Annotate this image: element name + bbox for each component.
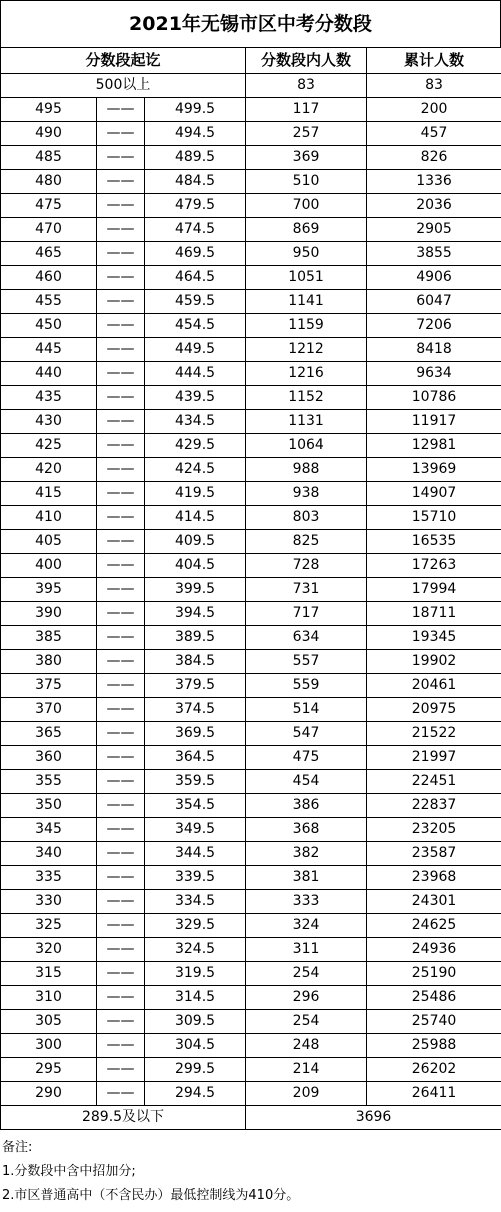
row-dash: —— <box>97 938 145 962</box>
row-from: 405 <box>1 530 97 554</box>
row-to: 304.5 <box>145 1034 246 1058</box>
table-row <box>1 626 501 650</box>
row-cumulative: 19902 <box>367 650 501 674</box>
row-dash: —— <box>97 314 145 338</box>
row-from: 370 <box>1 698 97 722</box>
row-cumulative: 2905 <box>367 218 501 242</box>
row-from: 435 <box>1 386 97 410</box>
row-to: 364.5 <box>145 746 246 770</box>
row-count: 869 <box>246 218 367 242</box>
row-to: 414.5 <box>145 506 246 530</box>
row-to: 429.5 <box>145 434 246 458</box>
row-cumulative: 20461 <box>367 674 501 698</box>
row-cumulative: 25740 <box>367 1010 501 1034</box>
row-count: 803 <box>246 506 367 530</box>
row-to: 374.5 <box>145 698 246 722</box>
table-row <box>1 866 501 890</box>
row-to: 459.5 <box>145 290 246 314</box>
row-from: 490 <box>1 122 97 146</box>
row-from: 365 <box>1 722 97 746</box>
table-row <box>1 962 501 986</box>
row-to: 444.5 <box>145 362 246 386</box>
row-to: 474.5 <box>145 218 246 242</box>
row-count: 257 <box>246 122 367 146</box>
top-row-label: 500以上 <box>1 74 246 98</box>
row-dash: —— <box>97 578 145 602</box>
row-cumulative: 14907 <box>367 482 501 506</box>
row-count: 368 <box>246 818 367 842</box>
row-count: 988 <box>246 458 367 482</box>
row-from: 450 <box>1 314 97 338</box>
row-cumulative: 25190 <box>367 962 501 986</box>
row-to: 394.5 <box>145 602 246 626</box>
row-dash: —— <box>97 722 145 746</box>
row-count: 1159 <box>246 314 367 338</box>
table-row <box>1 482 501 506</box>
row-dash: —— <box>97 122 145 146</box>
row-dash: —— <box>97 1058 145 1082</box>
row-cumulative: 24301 <box>367 890 501 914</box>
row-from: 420 <box>1 458 97 482</box>
row-count: 1216 <box>246 362 367 386</box>
row-cumulative: 16535 <box>367 530 501 554</box>
row-to: 454.5 <box>145 314 246 338</box>
row-to: 334.5 <box>145 890 246 914</box>
row-count: 700 <box>246 194 367 218</box>
row-to: 464.5 <box>145 266 246 290</box>
row-cumulative: 21997 <box>367 746 501 770</box>
row-to: 354.5 <box>145 794 246 818</box>
row-to: 449.5 <box>145 338 246 362</box>
row-from: 315 <box>1 962 97 986</box>
row-to: 404.5 <box>145 554 246 578</box>
table-row <box>1 98 501 122</box>
bottom-row <box>1 1106 501 1130</box>
row-dash: —— <box>97 746 145 770</box>
score-distribution-table <box>0 47 501 1130</box>
row-from: 495 <box>1 98 97 122</box>
row-to: 434.5 <box>145 410 246 434</box>
row-dash: —— <box>97 890 145 914</box>
row-cumulative: 26411 <box>367 1082 501 1106</box>
table-row <box>1 146 501 170</box>
row-to: 324.5 <box>145 938 246 962</box>
row-dash: —— <box>97 650 145 674</box>
row-from: 440 <box>1 362 97 386</box>
row-to: 484.5 <box>145 170 246 194</box>
row-cumulative: 17263 <box>367 554 501 578</box>
row-to: 369.5 <box>145 722 246 746</box>
row-dash: —— <box>97 218 145 242</box>
header-range: 分数段起讫 <box>1 48 246 74</box>
table-row <box>1 674 501 698</box>
notes-heading: 备注: <box>2 1140 33 1155</box>
table-row <box>1 986 501 1010</box>
row-dash: —— <box>97 362 145 386</box>
row-count: 333 <box>246 890 367 914</box>
table-row <box>1 602 501 626</box>
table-row <box>1 434 501 458</box>
row-dash: —— <box>97 914 145 938</box>
row-to: 299.5 <box>145 1058 246 1082</box>
table-row <box>1 290 501 314</box>
row-cumulative: 15710 <box>367 506 501 530</box>
row-count: 731 <box>246 578 367 602</box>
table-row <box>1 386 501 410</box>
table-body <box>1 98 501 1106</box>
row-dash: —— <box>97 170 145 194</box>
row-count: 1152 <box>246 386 367 410</box>
table-row <box>1 242 501 266</box>
row-from: 465 <box>1 242 97 266</box>
table-row <box>1 818 501 842</box>
row-dash: —— <box>97 842 145 866</box>
row-dash: —— <box>97 794 145 818</box>
row-count: 254 <box>246 1010 367 1034</box>
row-cumulative: 12981 <box>367 434 501 458</box>
row-from: 345 <box>1 818 97 842</box>
row-cumulative: 25486 <box>367 986 501 1010</box>
note-item: 2.市区普通高中（不含民办）最低控制线为410分。 <box>2 1188 300 1203</box>
row-count: 254 <box>246 962 367 986</box>
row-count: 296 <box>246 986 367 1010</box>
bottom-row-label: 289.5及以下 <box>1 1106 246 1130</box>
row-from: 390 <box>1 602 97 626</box>
row-to: 494.5 <box>145 122 246 146</box>
row-count: 950 <box>246 242 367 266</box>
row-to: 384.5 <box>145 650 246 674</box>
row-dash: —— <box>97 386 145 410</box>
table-row <box>1 890 501 914</box>
table-row <box>1 362 501 386</box>
row-from: 300 <box>1 1034 97 1058</box>
row-from: 305 <box>1 1010 97 1034</box>
table-row <box>1 650 501 674</box>
row-cumulative: 26202 <box>367 1058 501 1082</box>
row-dash: —— <box>97 410 145 434</box>
row-from: 335 <box>1 866 97 890</box>
row-cumulative: 2036 <box>367 194 501 218</box>
row-cumulative: 19345 <box>367 626 501 650</box>
row-count: 117 <box>246 98 367 122</box>
header-cumulative: 累计人数 <box>367 48 501 74</box>
row-count: 557 <box>246 650 367 674</box>
row-cumulative: 11917 <box>367 410 501 434</box>
row-count: 717 <box>246 602 367 626</box>
row-count: 514 <box>246 698 367 722</box>
row-from: 320 <box>1 938 97 962</box>
row-from: 410 <box>1 506 97 530</box>
row-to: 309.5 <box>145 1010 246 1034</box>
row-to: 329.5 <box>145 914 246 938</box>
table-row <box>1 794 501 818</box>
row-cumulative: 4906 <box>367 266 501 290</box>
row-dash: —— <box>97 962 145 986</box>
row-to: 499.5 <box>145 98 246 122</box>
row-count: 728 <box>246 554 367 578</box>
top-row-count: 83 <box>246 74 367 98</box>
row-dash: —— <box>97 290 145 314</box>
row-count: 454 <box>246 770 367 794</box>
row-cumulative: 23587 <box>367 842 501 866</box>
row-to: 469.5 <box>145 242 246 266</box>
row-dash: —— <box>97 1082 145 1106</box>
row-cumulative: 24936 <box>367 938 501 962</box>
table-row <box>1 266 501 290</box>
table-row <box>1 1034 501 1058</box>
row-from: 360 <box>1 746 97 770</box>
row-count: 1131 <box>246 410 367 434</box>
note-item: 1.分数段中含中招加分; <box>2 1164 136 1179</box>
row-to: 294.5 <box>145 1082 246 1106</box>
row-dash: —— <box>97 674 145 698</box>
row-cumulative: 17994 <box>367 578 501 602</box>
row-cumulative: 10786 <box>367 386 501 410</box>
row-count: 1051 <box>246 266 367 290</box>
table-row <box>1 914 501 938</box>
row-cumulative: 25988 <box>367 1034 501 1058</box>
row-cumulative: 24625 <box>367 914 501 938</box>
row-cumulative: 826 <box>367 146 501 170</box>
row-count: 381 <box>246 866 367 890</box>
row-to: 439.5 <box>145 386 246 410</box>
row-count: 825 <box>246 530 367 554</box>
row-from: 330 <box>1 890 97 914</box>
row-dash: —— <box>97 554 145 578</box>
table-row <box>1 554 501 578</box>
table-row <box>1 530 501 554</box>
row-count: 634 <box>246 626 367 650</box>
top-row-cumulative: 83 <box>367 74 501 98</box>
row-count: 311 <box>246 938 367 962</box>
table-row <box>1 722 501 746</box>
row-from: 430 <box>1 410 97 434</box>
row-dash: —— <box>97 266 145 290</box>
row-dash: —— <box>97 1034 145 1058</box>
row-from: 290 <box>1 1082 97 1106</box>
row-dash: —— <box>97 1010 145 1034</box>
table-row <box>1 842 501 866</box>
row-count: 475 <box>246 746 367 770</box>
row-count: 382 <box>246 842 367 866</box>
row-dash: —— <box>97 506 145 530</box>
row-count: 369 <box>246 146 367 170</box>
row-from: 415 <box>1 482 97 506</box>
row-from: 480 <box>1 170 97 194</box>
row-from: 295 <box>1 1058 97 1082</box>
row-from: 485 <box>1 146 97 170</box>
table-row <box>1 506 501 530</box>
table-row <box>1 170 501 194</box>
row-dash: —— <box>97 818 145 842</box>
row-to: 419.5 <box>145 482 246 506</box>
row-to: 409.5 <box>145 530 246 554</box>
row-dash: —— <box>97 194 145 218</box>
row-count: 1064 <box>246 434 367 458</box>
row-count: 938 <box>246 482 367 506</box>
table-row <box>1 698 501 722</box>
page-title: 2021年无锡市区中考分数段 <box>0 0 501 47</box>
row-cumulative: 13969 <box>367 458 501 482</box>
row-dash: —— <box>97 770 145 794</box>
table-row <box>1 410 501 434</box>
table-row <box>1 1010 501 1034</box>
row-to: 314.5 <box>145 986 246 1010</box>
row-from: 355 <box>1 770 97 794</box>
row-dash: —— <box>97 146 145 170</box>
row-to: 424.5 <box>145 458 246 482</box>
row-cumulative: 200 <box>367 98 501 122</box>
row-dash: —— <box>97 242 145 266</box>
row-cumulative: 6047 <box>367 290 501 314</box>
row-cumulative: 9634 <box>367 362 501 386</box>
table-row <box>1 746 501 770</box>
row-dash: —— <box>97 434 145 458</box>
bottom-row-count: 3696 <box>246 1106 501 1130</box>
row-dash: —— <box>97 986 145 1010</box>
row-to: 344.5 <box>145 842 246 866</box>
table-row <box>1 122 501 146</box>
row-dash: —— <box>97 602 145 626</box>
row-from: 460 <box>1 266 97 290</box>
table-row <box>1 770 501 794</box>
row-dash: —— <box>97 458 145 482</box>
row-from: 385 <box>1 626 97 650</box>
row-from: 380 <box>1 650 97 674</box>
row-dash: —— <box>97 866 145 890</box>
table-row <box>1 218 501 242</box>
table-row <box>1 1082 501 1106</box>
row-from: 425 <box>1 434 97 458</box>
row-from: 455 <box>1 290 97 314</box>
row-to: 479.5 <box>145 194 246 218</box>
row-to: 319.5 <box>145 962 246 986</box>
row-from: 475 <box>1 194 97 218</box>
table-row <box>1 578 501 602</box>
row-count: 1212 <box>246 338 367 362</box>
table-row <box>1 458 501 482</box>
table-header-row <box>1 48 501 74</box>
header-count: 分数段内人数 <box>246 48 367 74</box>
row-to: 339.5 <box>145 866 246 890</box>
row-dash: —— <box>97 626 145 650</box>
table-row <box>1 338 501 362</box>
row-to: 379.5 <box>145 674 246 698</box>
row-cumulative: 22837 <box>367 794 501 818</box>
row-cumulative: 23205 <box>367 818 501 842</box>
row-count: 214 <box>246 1058 367 1082</box>
table-row <box>1 938 501 962</box>
row-cumulative: 18711 <box>367 602 501 626</box>
row-to: 399.5 <box>145 578 246 602</box>
row-from: 325 <box>1 914 97 938</box>
row-dash: —— <box>97 482 145 506</box>
row-to: 359.5 <box>145 770 246 794</box>
row-count: 386 <box>246 794 367 818</box>
row-to: 489.5 <box>145 146 246 170</box>
row-cumulative: 457 <box>367 122 501 146</box>
row-from: 445 <box>1 338 97 362</box>
row-count: 324 <box>246 914 367 938</box>
notes-section <box>2 1136 499 1208</box>
row-dash: —— <box>97 98 145 122</box>
row-cumulative: 22451 <box>367 770 501 794</box>
row-to: 349.5 <box>145 818 246 842</box>
row-to: 389.5 <box>145 626 246 650</box>
row-from: 310 <box>1 986 97 1010</box>
top-row <box>1 74 501 98</box>
row-cumulative: 8418 <box>367 338 501 362</box>
row-count: 209 <box>246 1082 367 1106</box>
row-dash: —— <box>97 338 145 362</box>
row-cumulative: 23968 <box>367 866 501 890</box>
table-row <box>1 314 501 338</box>
row-count: 559 <box>246 674 367 698</box>
row-from: 375 <box>1 674 97 698</box>
row-cumulative: 20975 <box>367 698 501 722</box>
table-row <box>1 194 501 218</box>
row-count: 547 <box>246 722 367 746</box>
row-count: 1141 <box>246 290 367 314</box>
row-dash: —— <box>97 698 145 722</box>
row-cumulative: 21522 <box>367 722 501 746</box>
row-from: 350 <box>1 794 97 818</box>
row-from: 340 <box>1 842 97 866</box>
row-cumulative: 1336 <box>367 170 501 194</box>
table-row <box>1 1058 501 1082</box>
row-cumulative: 7206 <box>367 314 501 338</box>
row-dash: —— <box>97 530 145 554</box>
row-from: 395 <box>1 578 97 602</box>
row-from: 470 <box>1 218 97 242</box>
row-cumulative: 3855 <box>367 242 501 266</box>
row-count: 510 <box>246 170 367 194</box>
row-from: 400 <box>1 554 97 578</box>
row-count: 248 <box>246 1034 367 1058</box>
